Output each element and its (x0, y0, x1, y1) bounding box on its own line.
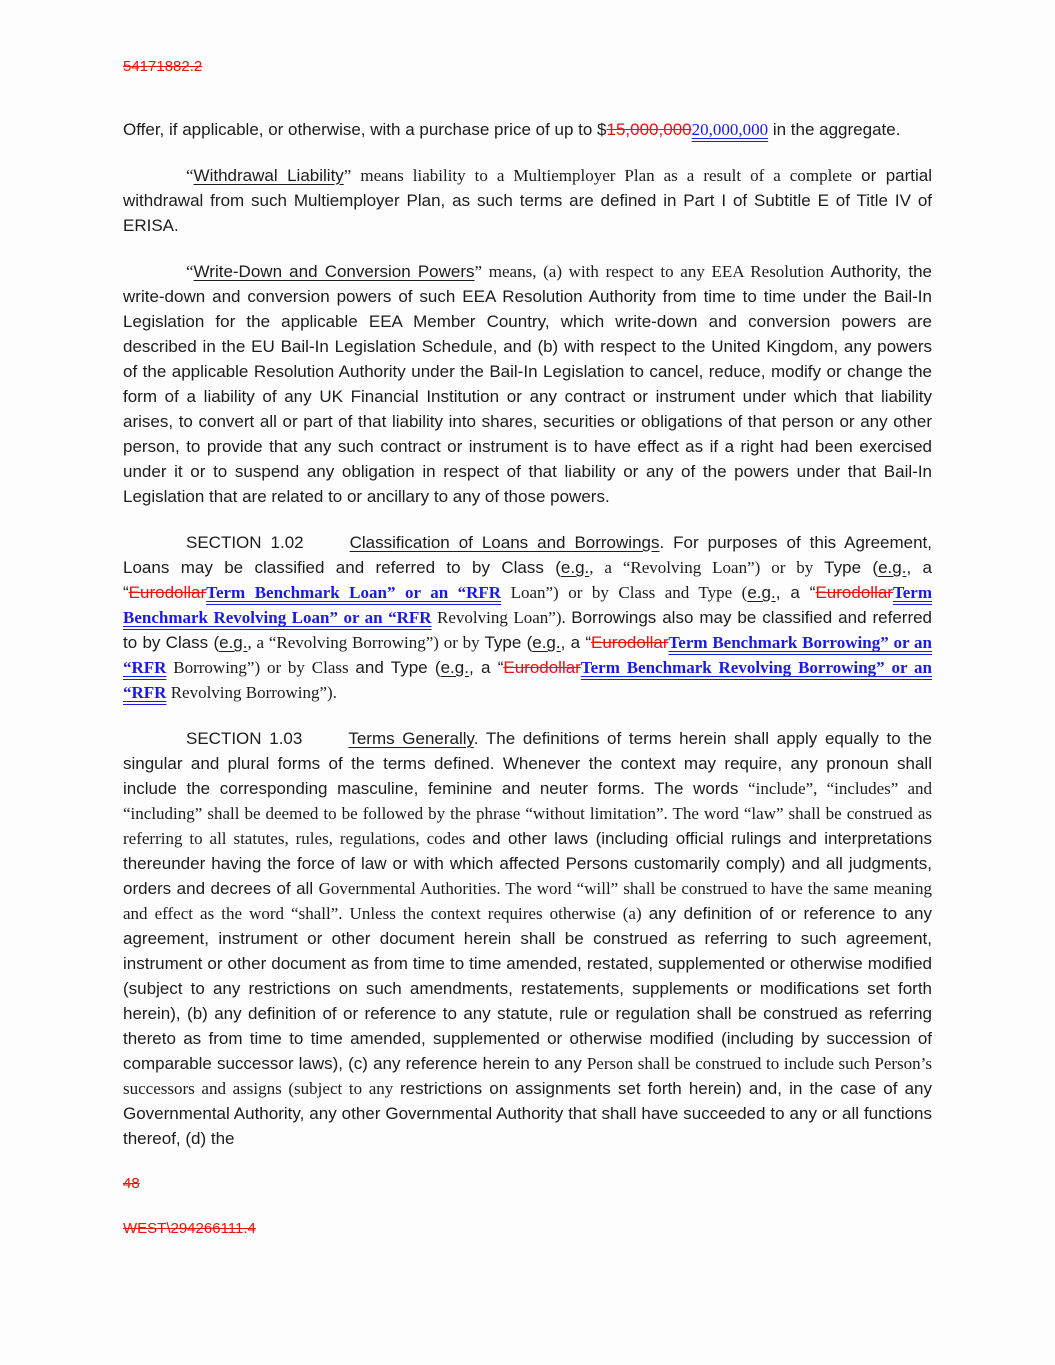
section-1-02 (123, 530, 932, 705)
text-run: “ (186, 262, 194, 281)
text-run: “include”, “includes” and “including” shall be deemed to be followed by the phrase “without limitation”. The word “law” shall be construed as referring to all statutes, rules, regulations, codes (123, 779, 933, 848)
text-run: Revolving Borrowing”). (166, 683, 337, 702)
paragraph-purchase-price (123, 117, 932, 142)
text-run: , a “Revolving Borrowing”) or by (247, 633, 485, 652)
text-run: any definition of or reference to any agreement, instrument or other document herein shall be construed as referring to such agreement, instrument or other document as from time to time amended, restated, supplemented or otherwise modified (subject to any restrictions on such amendments, restatements, supplements or modifications set forth herein), (b) any definition of or reference to any statute, rule or regulation shall be construed as referring thereto as from time to time amended, supplemented or otherwise modified (including by succession of comparable successor laws), (c) any reference herein to any (123, 904, 933, 1073)
defined-term: Withdrawal Liability (193, 166, 344, 185)
text-run: Governmental Authorities. The word “will” shall be construed to have the same meaning and effect as the word “shall”. Unless the context requires otherwise (a) (123, 879, 932, 923)
text-run: Borrowing”) or by Class (166, 658, 356, 677)
text-run: , a “ (560, 633, 591, 652)
text-run: or partial withdrawal from such Multiemployer Plan, as such terms are defined in Part I of Subtitle E of Title IV of ERISA. (123, 166, 932, 235)
text-run: Type ( (484, 633, 533, 652)
inserted-text: Term Benchmark Revolving Borrowing” or an “RFR (123, 658, 932, 702)
text-run: restrictions on assignments set forth herein) and, in the case of any Governmental Authority, any other Governmental Authority that shall have succeeded to any or all functions thereof, (d) the (123, 1079, 932, 1148)
text-run: , a “ (468, 658, 504, 677)
text-run: ” means liability to a Multiemployer Plan as a result of a complete (343, 166, 862, 185)
paragraph-withdrawal-liability (123, 163, 932, 238)
page-number: 48 (123, 1175, 140, 1192)
text-run: and Type ( (355, 658, 441, 677)
eg-ref: e.g. (747, 583, 776, 602)
section-title: Classification of Loans and Borrowings (349, 533, 660, 552)
doc-id-header: 54171882.2 (123, 58, 203, 75)
section-number: SECTION 1.03 (186, 729, 303, 748)
deleted-text: 15,000,000 (606, 120, 692, 139)
doc-id-footer: WEST\294266111.4 (123, 1220, 256, 1237)
text-run: Person shall be construed to include such Person’s successors and assigns (subject to any (123, 1054, 932, 1098)
deleted-text: Eurodollar (591, 633, 669, 652)
section-number: SECTION 1.02 (186, 533, 304, 552)
inserted-text: Term Benchmark Revolving Loan” or an “RFR (123, 583, 932, 627)
text-run: Authority, the write-down and conversion powers of such EEA Resolution Authority from time to time under the Bail-In Legislation for the applicable EEA Member Country, which write-down and conversion powers are described in the EU Bail-In Legislation Schedule, and (b) with respect to the United Kingdom, any powers of the applicable Resolution Authority under the Bail-In Legislation to cancel, reduce, modify or change the form of a liability of any UK Financial Institution or any contract or instrument under which that liability arises, to convert all or part of that liability into shares, securities or obligations of that person or any other person, to provide that any such contract or instrument is to have effect as if a right had been exercised under it or to suspend any obligation in respect of that liability or any of the powers under that Bail-In Legislation that are related to or ancillary to any of those powers. (123, 262, 933, 506)
section-title: Terms Generally (348, 729, 474, 748)
eg-ref: e.g. (219, 633, 248, 652)
inserted-text: 20,000,000 (691, 120, 769, 139)
text-run: Borrowings also may be classified and referred to by Class ( (123, 608, 933, 652)
text-run: , a “ (775, 583, 816, 602)
inserted-text: Term Benchmark Loan” or an “RFR (206, 583, 502, 602)
defined-term: Write-Down and Conversion Powers (193, 262, 475, 281)
section-1-03 (123, 726, 932, 1151)
text-run: ” means, (a) with respect to any EEA Resolution (474, 262, 831, 281)
text-run: in the aggregate. (768, 120, 901, 139)
eg-ref: e.g. (440, 658, 469, 677)
text-run: Revolving Loan”). (431, 608, 572, 627)
text-run: , a “ (123, 558, 932, 602)
eg-ref: e.g. (560, 558, 590, 577)
deleted-text: Eurodollar (815, 583, 893, 602)
text-run: and other laws (including official rulings and interpretations thereunder having the force of law or with which affected Persons customarily comply) and all judgments, orders and decrees of all (123, 829, 932, 898)
paragraph-write-down-powers (123, 259, 932, 509)
deleted-text: Eurodollar (128, 583, 207, 602)
page-footer (123, 1175, 932, 1237)
text-run: “ (186, 166, 194, 185)
text-run: . For purposes of this Agreement, Loans may be classified and referred to by Class ( (123, 533, 932, 577)
text-run: . The definitions of terms herein shall apply equally to the singular and plural forms of the terms defined. Whenever the context may require, any pronoun shall include the corresponding masculine, feminine and neuter forms. The words (123, 729, 932, 798)
inserted-text: Term Benchmark Borrowing” or an “RFR (123, 633, 932, 677)
text-run: , a “Revolving Loan”) or by (589, 558, 825, 577)
text-run: Offer, if applicable, or otherwise, with a purchase price of up to $ (123, 120, 607, 139)
text-run: Type ( (824, 558, 879, 577)
eg-ref: e.g. (532, 633, 561, 652)
deleted-text: Eurodollar (503, 658, 581, 677)
eg-ref: e.g. (878, 558, 907, 577)
text-run: Loan”) or by Class and Type ( (501, 583, 748, 602)
